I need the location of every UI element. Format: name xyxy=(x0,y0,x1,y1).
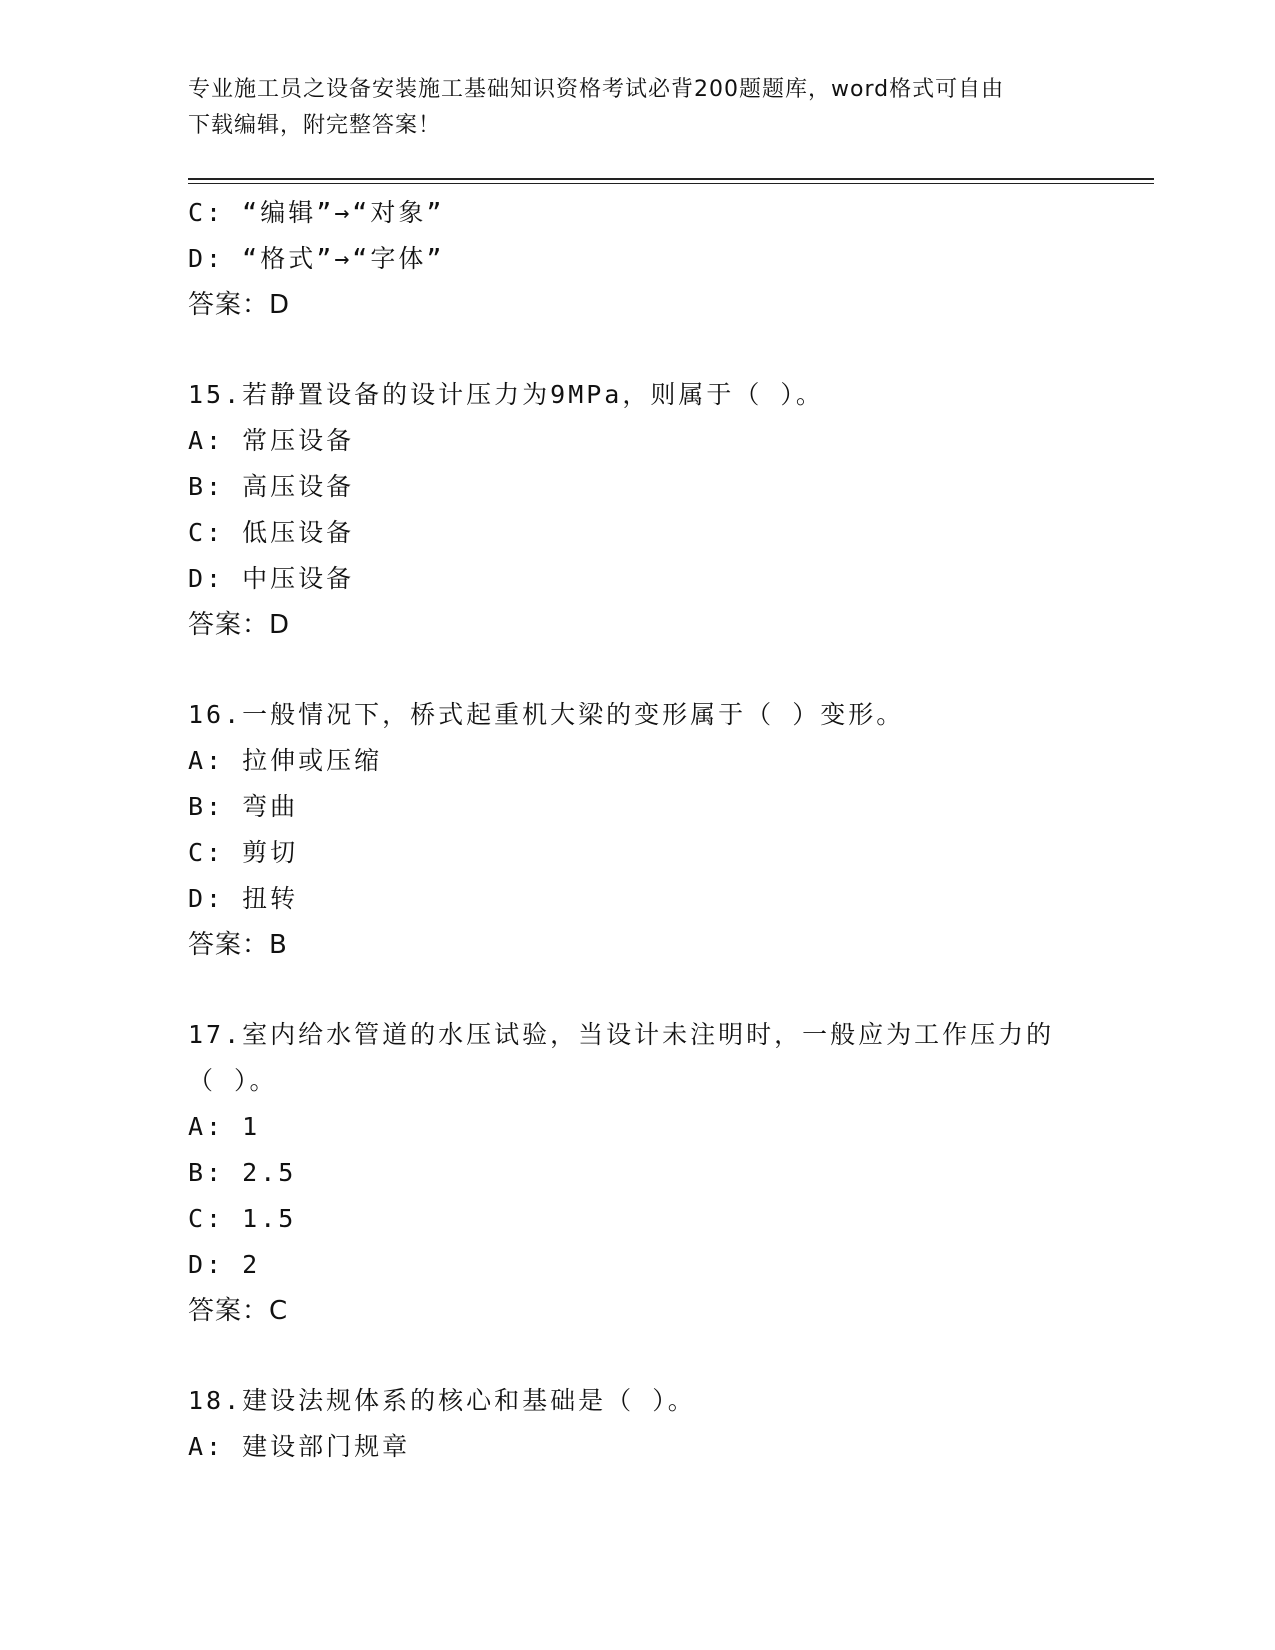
question-list xyxy=(188,190,1088,1470)
question-17 xyxy=(188,1012,1088,1334)
answer-line: 答案：C xyxy=(188,1296,289,1326)
spacer xyxy=(188,968,1088,1012)
spacer xyxy=(188,328,1088,372)
option-b: B: 2.5 xyxy=(188,1158,297,1187)
question-stem: 16.一般情况下，桥式起重机大梁的变形属于（ ）变形。 xyxy=(188,700,905,729)
answer-line: 答案：D xyxy=(188,610,291,640)
document-header xyxy=(188,72,1068,144)
question-stem-line-2: （ ）。 xyxy=(188,1066,278,1095)
answer-line: 答案：B xyxy=(188,930,288,960)
answer-line: 答案：D xyxy=(188,290,291,320)
spacer xyxy=(188,1334,1088,1378)
question-15 xyxy=(188,372,1088,648)
option-a: A: 1 xyxy=(188,1112,261,1141)
header-line-2: 下载编辑，附完整答案！ xyxy=(188,113,442,138)
option-c: C: “编辑”→“对象” xyxy=(188,198,445,227)
question-stem: 18.建设法规体系的核心和基础是（ ）。 xyxy=(188,1386,696,1415)
header-line-1: 专业施工员之设备安装施工基础知识资格考试必背200题题库，word格式可自由 xyxy=(188,77,1005,102)
option-c: C: 低压设备 xyxy=(188,518,355,547)
option-d: D: 中压设备 xyxy=(188,564,355,593)
option-c: C: 剪切 xyxy=(188,838,299,867)
spacer xyxy=(188,648,1088,692)
header-divider-thin xyxy=(188,183,1154,184)
option-a: A: 建设部门规章 xyxy=(188,1432,411,1461)
option-b: B: 弯曲 xyxy=(188,792,299,821)
question-stem-line-1: 17.室内给水管道的水压试验，当设计未注明时，一般应为工作压力的 xyxy=(188,1020,1055,1049)
option-a: A: 拉伸或压缩 xyxy=(188,746,383,775)
question-14-tail xyxy=(188,190,1088,328)
question-16 xyxy=(188,692,1088,968)
option-d: D: “格式”→“字体” xyxy=(188,244,445,273)
option-b: B: 高压设备 xyxy=(188,472,355,501)
question-stem: 15.若静置设备的设计压力为9MPa，则属于（ ）。 xyxy=(188,380,824,409)
header-divider-thick xyxy=(188,178,1154,180)
question-18 xyxy=(188,1378,1088,1470)
option-d: D: 2 xyxy=(188,1250,261,1279)
option-d: D: 扭转 xyxy=(188,884,299,913)
option-a: A: 常压设备 xyxy=(188,426,355,455)
option-c: C: 1.5 xyxy=(188,1204,297,1233)
